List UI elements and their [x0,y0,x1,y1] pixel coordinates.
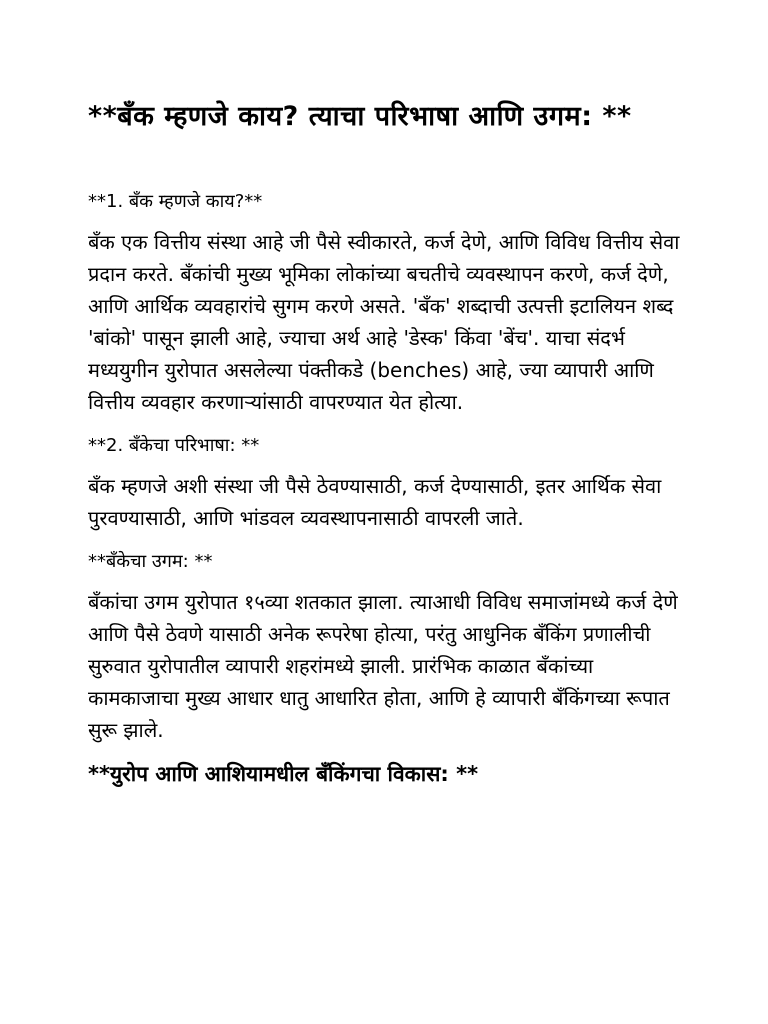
section-bank-origin [88,548,680,746]
section-paragraph: बँकांचा उगम युरोपात १५व्या शतकात झाला. त्याआधी विविध समाजांमध्ये कर्ज देणे आणि पैसे ठेवणे यासाठी अनेक रूपरेषा होत्या, परंतु आधुनिक बँकिंग प्रणालीची सुरुवात युरोपातील व्यापारी शहरांमध्ये झाली. प्रारंभिक काळात बँकांच्या कामकाजाचा मुख्य आधार धातु आधारित होता, आणि हे व्यापारी बँकिंगच्या रूपात सुरू झाले. [88,590,678,742]
section-paragraph: बँक म्हणजे अशी संस्था जी पैसे ठेवण्यासाठी, कर्ज देण्यासाठी, इतर आर्थिक सेवा पुरवण्यासाठी, आणि भांडवल व्यवस्थापनासाठी वापरली जाते. [88,474,662,530]
section-heading: **बँकेचा उगम: ** [88,551,213,572]
section-heading: **2. बँकेचा परिभाषा: ** [88,435,260,456]
section-paragraph: बँक एक वित्तीय संस्था आहे जी पैसे स्वीकारते, कर्ज देणे, आणि विविध वित्तीय सेवा प्रदान करते. बँकांची मुख्य भूमिका लोकांच्या बचतीचे व्यवस्थापन करणे, कर्ज देणे, आणि आर्थिक व्यवहारांचे सुगम करणे असते. 'बँक' शब्दाची उत्पत्ती इटालियन शब्द 'बांको' पासून झाली आहे, ज्याचा अर्थ आहे 'डेस्क' किंवा 'बेंच'. याचा संदर्भ मध्ययुगीन युरोपात असलेल्या पंक्तीकडे (benches) आहे, ज्या व्यापारी आणि वित्तीय व्यवहार करणाऱ्यांसाठी वापरण्यात येत होत्या. [88,230,680,414]
section-bank-definition [88,432,680,534]
document-title: **बँक म्हणजे काय? त्याचा परिभाषा आणि उगम: ** [88,101,632,132]
section-what-is-bank [88,188,680,418]
section-heading: **युरोप आणि आशियामधील बँकिंगचा विकास: ** [88,762,479,786]
section-europe-asia-banking [88,760,680,788]
section-heading: **1. बँक म्हणजे काय?** [88,191,263,212]
